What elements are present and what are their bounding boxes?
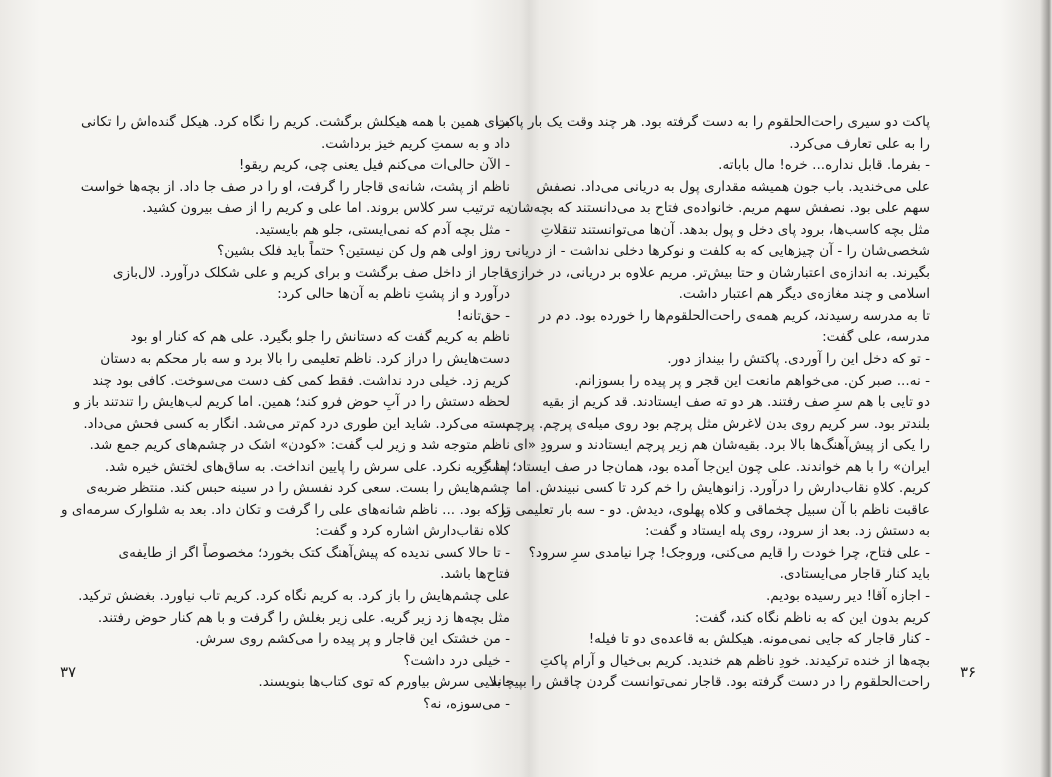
text-line: - اجازه آقا! دیر رسیده بودیم. (765, 588, 930, 605)
text-line: - تا حالا کسی ندیده که پیش‌آهنگ کتک بخورد؛ مخصوصاً اگر از طایفه‌ی (118, 544, 510, 561)
text-line: را به علی تعارف می‌کرد. (789, 135, 930, 152)
text-line: کریم بدون این که به ناظم نگاه کند، گفت: (694, 609, 930, 626)
text-line: مدرسه، علی گفت: (822, 329, 930, 346)
text-line: - می‌سوزه، نه؟ (423, 695, 510, 712)
text-line: بسته می‌کرد. شاید این طوری درد کم‌تر می‌شد. انگار به کسی فحش می‌داد. (83, 415, 510, 432)
text-line: - من خشتک این قاجار و پر پیده را می‌کشم روی سرش. (195, 631, 510, 648)
text-line: - مثل بچه آدم که نمی‌ایستی، جلو هم بایستید. (254, 221, 510, 238)
text-line: مثل بچه‌ها زد زیر گریه. علی زیر بغلش را گرفت و با هم کنار حوض رفتند. (97, 609, 510, 626)
text-line: کلاه نقاب‌دارش اشاره کرد و گفت: (315, 523, 510, 540)
text-line: ناظم متوجه شد و زیر لب گفت: «کودن» اشک در چشم‌های کریم جمع شد. (89, 437, 510, 454)
text-line: ناظم به کریم گفت که دستانش را جلو بگیرد. علی هم که کنار او بود (130, 329, 510, 346)
text-line: - روز اولی هم ول کن نیستین؟ حتماً باید فلک بشین؟ (217, 243, 510, 260)
text-line: مثل بچه کاسب‌ها، برود پای دخل و پول بدهد. آن‌ها می‌توانستند تنقلاتِ (540, 221, 930, 238)
text-line: باید کنار قاجار می‌ایستادی. (779, 566, 930, 583)
text-line: تا به مدرسه رسیدند، کریم همه‌ی راحت‌الحلقوم‌ها را خورده بود. دم در (538, 307, 930, 324)
text-line: دست‌هایش را دراز کرد. ناظم تعلیمی را بالا برد و سه بار محکم به دستان (100, 351, 510, 368)
text-line: - نه... صبر کن. می‌خواهم مانعت این قجر و پر پیده را بسوزانم. (574, 372, 930, 389)
text-line: برای همین با همه هیکلش برگشت. کریم را نگاه کرد. هیکل گنده‌اش را تکانی (81, 114, 510, 130)
text-line: عاقبت ناظم با آن سبیل چخماقی و کلاه پهلوی، دیدش. دو - سه بار تعلیمی را (500, 501, 930, 518)
text-line: درآورد و از پشتِ ناظم به آن‌ها حالی کرد: (277, 286, 510, 303)
text-line: علی می‌خندید. باب جون همیشه مقداری پول به دریانی می‌داد. نصفش (536, 178, 930, 195)
text-line: به دستش زد. بعد از سرود، روی پله ایستاد و گفت: (645, 523, 930, 540)
text-line: سهم علی بود. نصفش سهم مریم. خانواده‌ی فتاح بد می‌دانستند که بچه‌شان (508, 200, 930, 217)
text-line: اسلامی و چند مغازه‌ی دیگر هم اعتبار داشت. (678, 286, 930, 303)
text-line: - علی فتاح، چرا خودت را قایم می‌کنی، وروجک! چرا نیامدی سرِ سرود؟ (528, 544, 930, 561)
right-page-number: ۳۶ (960, 663, 977, 681)
text-line: شخصی‌شان را - آن چیزهایی که به کلفت و نوکرها دخلی نداشت - از دریانی (505, 243, 930, 260)
text-line: دو تایی با هم سرِ صف رفتند. هر دو ته صف ایستادند. قد کریم از بقیه (542, 394, 930, 411)
text-line: بلندتر بود. سر کریم روی بدن لاغرش مثل پرچم بود روی میله‌ی پرچم. پرچم (505, 415, 930, 432)
text-line: علی چشم‌هایش را باز کرد. به کریم نگاه کرد. کریم تاب نیاورد. بغضش ترکید. (78, 588, 510, 605)
text-line: قاجار از داخل صف برگشت و برای کریم و علی شکلک درآورد. لال‌بازی (112, 264, 510, 281)
text-line: ناظم از پشت، شانه‌ی قاجار را گرفت، او را در صف جا داد. از بچه‌ها خواست (80, 178, 510, 195)
left-page-number: ۳۷ (60, 663, 77, 681)
text-line: کریم. کلاهِ نقاب‌دارش را درآورد. زانوهایش را خم کرد تا کسی نبیندش. اما (515, 480, 930, 497)
text-line: چشم‌هایش را بست. سعی کرد نفسش را در سینه حبس کند. منتظر ضربه‌ی (86, 480, 510, 497)
text-line: ترکه بود. ... ناظم شانه‌های علی را گرفت و تکان داد. بعد به شلوارک سرمه‌ای و (60, 501, 510, 518)
text-line: - بلایی سرش بیاورم که توی کتاب‌ها بنویسند. (258, 674, 510, 691)
text-line: - الآن حالی‌ات می‌کنم فیل یعنی چی، کریم ریقو! (238, 157, 510, 174)
text-line: لحظه دستش را در آبِ حوض فرو کند؛ همین. اما کریم لب‌هایش را تند‌تند باز و (73, 394, 510, 411)
text-line: اما گریه نکرد. علی سرش را پایین انداخت. به ساق‌های لختش خیره شد. (104, 458, 510, 475)
text-line: بچه‌ها از خنده ترکیدند. خودِ ناظم هم خندید. کریم بی‌خیال و آرام پاکتِ (540, 652, 930, 669)
text-line: - خیلی درد داشت؟ (403, 652, 510, 669)
text-line: ایران» را با هم خواندند. علی چون این‌جا آمده بود، همان‌جا در صف ایستاد؛ پشتِ (478, 458, 930, 475)
text-line: به ترتیب سر کلاس بروند. اما علی و کریم را از صف بیرون کشید. (142, 200, 510, 217)
text-line: - حق‌تانه! (456, 307, 510, 324)
text-line: را یکی از پیش‌آهنگ‌ها بالا برد. بقیه‌شان هم زیر پرچم ایستادند و سرودِ «ای (513, 437, 930, 454)
text-line: راحت‌الحلقوم را در دست گرفته بود. قاجار نمی‌توانست گردن چاقش را بپیچاند. (486, 674, 930, 691)
text-line: بگیرند. به اندازه‌ی اعتبارشان و حتا بیش‌تر. مریم علاوه بر دریانی، در خرازی (507, 264, 930, 281)
text-line: - کنار قاجار که جایی نمی‌مونه. هیکلش به قاعده‌ی دو تا فیله! (588, 631, 930, 648)
text-line: داد و به سمتِ کریم خیز برداشت. (320, 135, 510, 152)
text-line: کریم زد. خیلی درد نداشت. فقط کمی کف دست می‌سوخت. کافی بود چند (92, 372, 510, 389)
text-line: - بفرما. قابل نداره... خره! مال باباته. (718, 157, 930, 174)
text-line: - تو که دخل این را آوردی. پاکتش را بینداز دور. (667, 351, 930, 368)
text-line: پاکت دو سیری راحت‌الحلقوم را به دست گرفته بود. هر چند وقت یک بار پاکت (495, 114, 930, 130)
text-line: فتاح‌ها باشد. (440, 566, 510, 583)
